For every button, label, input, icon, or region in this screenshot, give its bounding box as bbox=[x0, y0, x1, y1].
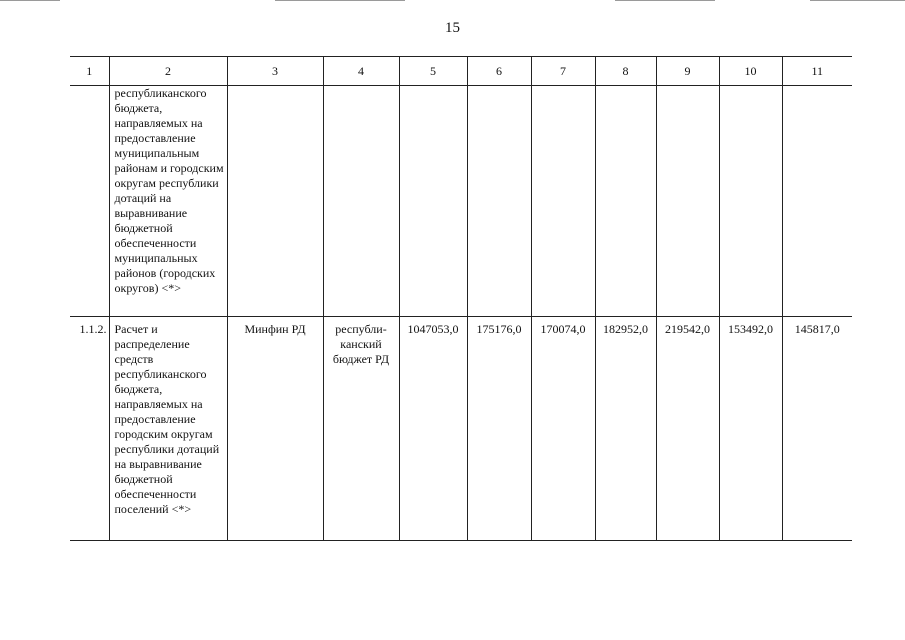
value-cell: 145817,0 bbox=[782, 317, 852, 541]
column-number: 10 bbox=[719, 57, 782, 86]
row-executor-cell bbox=[227, 86, 323, 317]
value-cell bbox=[656, 86, 719, 317]
value-cell bbox=[399, 86, 467, 317]
column-number: 6 bbox=[467, 57, 531, 86]
value-cell: 182952,0 bbox=[595, 317, 656, 541]
column-number: 11 bbox=[782, 57, 852, 86]
value-cell: 170074,0 bbox=[531, 317, 595, 541]
scan-edge-line bbox=[275, 0, 405, 1]
scan-edge-line bbox=[0, 0, 60, 1]
value-cell: 153492,0 bbox=[719, 317, 782, 541]
column-number: 8 bbox=[595, 57, 656, 86]
scan-edge-line bbox=[810, 0, 905, 1]
row-executor-cell: Минфин РД bbox=[227, 317, 323, 541]
column-number: 3 bbox=[227, 57, 323, 86]
row-source-cell: республи-канский бюджет РД bbox=[323, 317, 399, 541]
value-cell bbox=[719, 86, 782, 317]
value-cell bbox=[531, 86, 595, 317]
value-cell bbox=[782, 86, 852, 317]
column-number: 4 bbox=[323, 57, 399, 86]
value-cell bbox=[467, 86, 531, 317]
page-number: 15 bbox=[445, 20, 460, 36]
row-source-cell bbox=[323, 86, 399, 317]
row-description-cell: Расчет и распределение средств республиканского бюджета, направляемых на предоставление городским округам республики дотаций на выравнивание бюджетной обеспеченности поселений <*> bbox=[109, 317, 227, 541]
column-number: 5 bbox=[399, 57, 467, 86]
scan-edge-line bbox=[615, 0, 715, 1]
column-number-row bbox=[70, 57, 852, 86]
table-row-1-1-2 bbox=[70, 317, 852, 541]
table-row-continued bbox=[70, 86, 852, 317]
column-number: 2 bbox=[109, 57, 227, 86]
value-cell: 219542,0 bbox=[656, 317, 719, 541]
row-code-cell: 1.1.2. bbox=[70, 317, 109, 541]
value-cell bbox=[595, 86, 656, 317]
value-cell: 175176,0 bbox=[467, 317, 531, 541]
value-cell: 1047053,0 bbox=[399, 317, 467, 541]
program-measures-table bbox=[70, 56, 852, 541]
column-number: 9 bbox=[656, 57, 719, 86]
column-number: 1 bbox=[70, 57, 109, 86]
row-description-cell: республиканского бюджета, направляемых на предоставление муниципальным районам и городским округам республики дотаций на выравнивание бюджетной обеспеченности муниципальных районов (городских округов) <*> bbox=[109, 86, 227, 317]
column-number: 7 bbox=[531, 57, 595, 86]
row-code-cell bbox=[70, 86, 109, 317]
